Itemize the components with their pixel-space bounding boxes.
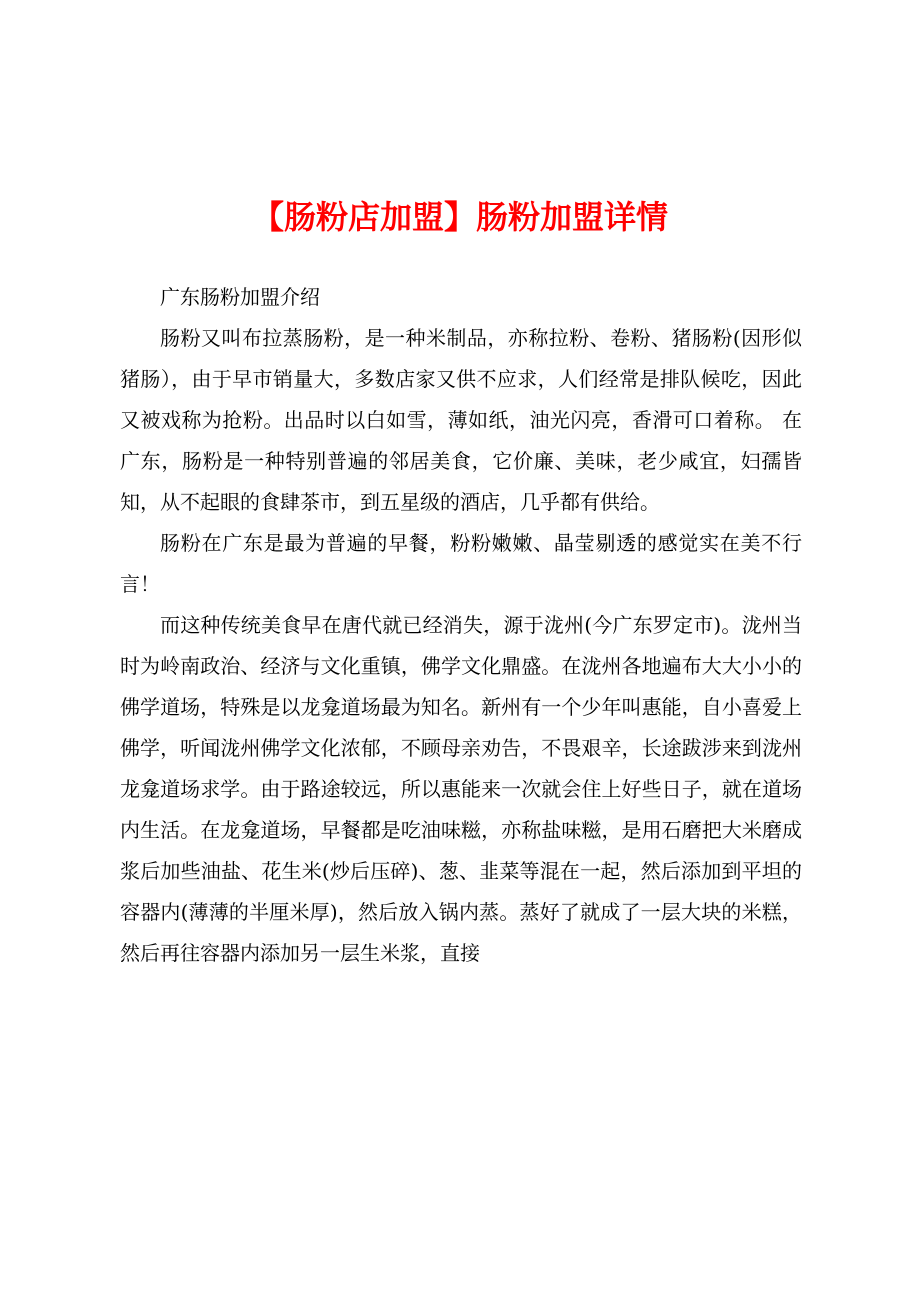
paragraph-3: 而这种传统美食早在唐代就已经消失，源于泷州(今广东罗定市)。泷州当时为岭南政治、经济与文化重镇，佛学文化鼎盛。在泷州各地遍布大大小小的佛学道场，特殊是以龙龛道场最为知名。新州有一个少年叫惠能，自小喜爱上佛学，听闻泷州佛学文化浓郁，不顾母亲劝告，不畏艰辛，长途跋涉来到泷州龙龛道场求学。由于路途较远，所以惠能来一次就会住上好些日子，就在道场内生活。在龙龛道场，早餐都是吃油味糍，亦称盐味糍，是用石磨把大米磨成浆后加些油盐、花生米(炒后压碎)、葱、韭菜等混在一起，然后添加到平坦的容器内(薄薄的半厘米厚)，然后放入锅内蒸。蒸好了就成了一层大块的米糕，然后再往容器内添加另一层生米浆，直接 bbox=[120, 613, 802, 965]
paragraph-2: 肠粉在广东是最为普遍的早餐，粉粉嫩嫩、晶莹剔透的感觉实在美不行言！ bbox=[120, 531, 802, 596]
paragraph-1: 肠粉又叫布拉蒸肠粉，是一种米制品，亦称拉粉、卷粉、猪肠粉(因形似猪肠），由于早市销量大，多数店家又供不应求，人们经常是排队候吃，因此又被戏称为抢粉。出品时以白如雪，薄如纸，油光闪亮，香滑可口着称。 在广东，肠粉是一种特别普遍的邻居美食，它价廉、美味，老少咸宜，妇孺皆知，从不起眼的食肆茶市，到五星级的酒店，几乎都有供给。 bbox=[120, 326, 802, 514]
intro-heading: 广东肠粉加盟介绍 bbox=[160, 285, 320, 309]
document-body bbox=[120, 277, 802, 974]
document-title: 【肠粉店加盟】肠粉加盟详情 bbox=[251, 198, 668, 236]
